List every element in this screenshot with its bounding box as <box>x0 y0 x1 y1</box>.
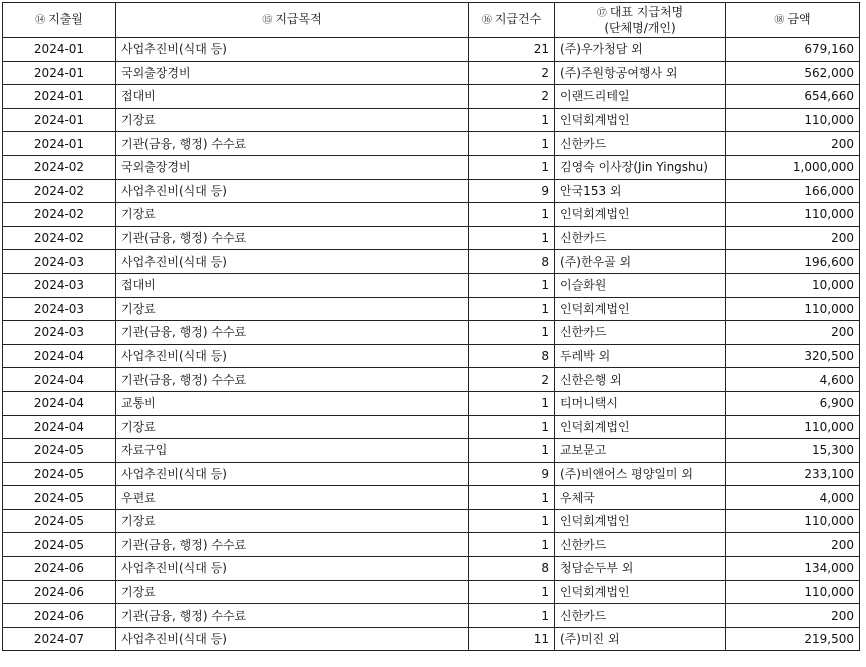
circled-number-15: ⑮ <box>262 15 273 26</box>
cell-payee: 교보문고 <box>555 439 726 463</box>
cell-purpose: 기관(금융, 행정) 수수료 <box>116 226 469 250</box>
cell-amount: 654,660 <box>726 85 860 109</box>
cell-payee: (주)비앤어스 평양일미 외 <box>555 462 726 486</box>
cell-purpose: 국외출장경비 <box>116 61 469 85</box>
cell-purpose: 기장료 <box>116 580 469 604</box>
cell-payee: (주)한우골 외 <box>555 250 726 274</box>
cell-amount: 200 <box>726 132 860 156</box>
cell-month: 2024-05 <box>3 533 116 557</box>
circled-number-17: ⑰ <box>596 8 607 19</box>
cell-month: 2024-06 <box>3 580 116 604</box>
table-row <box>3 226 860 250</box>
cell-amount: 679,160 <box>726 38 860 62</box>
cell-purpose: 기관(금융, 행정) 수수료 <box>116 321 469 345</box>
cell-purpose: 교통비 <box>116 391 469 415</box>
cell-purpose: 사업추진비(식대 등) <box>116 250 469 274</box>
cell-amount: 233,100 <box>726 462 860 486</box>
cell-count: 2 <box>469 85 555 109</box>
cell-payee: 신한은행 외 <box>555 368 726 392</box>
table-row <box>3 415 860 439</box>
table-row <box>3 61 860 85</box>
table-row <box>3 179 860 203</box>
cell-payee: 신한카드 <box>555 321 726 345</box>
cell-payee: 이슬화원 <box>555 273 726 297</box>
cell-count: 1 <box>469 108 555 132</box>
table-row <box>3 462 860 486</box>
cell-month: 2024-03 <box>3 250 116 274</box>
cell-month: 2024-06 <box>3 557 116 581</box>
cell-count: 1 <box>469 415 555 439</box>
cell-purpose: 접대비 <box>116 85 469 109</box>
table-row <box>3 627 860 651</box>
cell-month: 2024-04 <box>3 415 116 439</box>
cell-count: 1 <box>469 439 555 463</box>
header-count <box>469 3 555 38</box>
table-row <box>3 580 860 604</box>
cell-purpose: 사업추진비(식대 등) <box>116 627 469 651</box>
cell-payee: 인덕회계법인 <box>555 297 726 321</box>
cell-payee: 인덕회계법인 <box>555 509 726 533</box>
table-row <box>3 439 860 463</box>
cell-count: 1 <box>469 509 555 533</box>
cell-amount: 166,000 <box>726 179 860 203</box>
cell-count: 9 <box>469 179 555 203</box>
cell-amount: 200 <box>726 321 860 345</box>
cell-purpose: 기관(금융, 행정) 수수료 <box>116 132 469 156</box>
cell-amount: 6,900 <box>726 391 860 415</box>
table-row <box>3 297 860 321</box>
cell-purpose: 기관(금융, 행정) 수수료 <box>116 368 469 392</box>
cell-payee: 신한카드 <box>555 533 726 557</box>
table-row <box>3 368 860 392</box>
cell-payee: 인덕회계법인 <box>555 108 726 132</box>
cell-amount: 110,000 <box>726 108 860 132</box>
cell-month: 2024-01 <box>3 108 116 132</box>
table-row <box>3 250 860 274</box>
cell-count: 9 <box>469 462 555 486</box>
cell-month: 2024-01 <box>3 85 116 109</box>
cell-purpose: 우편료 <box>116 486 469 510</box>
cell-count: 11 <box>469 627 555 651</box>
table-row <box>3 273 860 297</box>
cell-month: 2024-05 <box>3 462 116 486</box>
cell-purpose: 접대비 <box>116 273 469 297</box>
cell-purpose: 기장료 <box>116 203 469 227</box>
cell-amount: 219,500 <box>726 627 860 651</box>
cell-count: 1 <box>469 155 555 179</box>
table-row <box>3 38 860 62</box>
circled-number-16: ⑯ <box>481 15 492 26</box>
cell-payee: 인덕회계법인 <box>555 415 726 439</box>
cell-purpose: 기장료 <box>116 108 469 132</box>
header-payee-label: 대표 지급처명 <box>609 5 684 19</box>
table-row <box>3 321 860 345</box>
header-payee-sublabel: (단체명/개인) <box>604 21 676 35</box>
cell-count: 1 <box>469 273 555 297</box>
cell-purpose: 기관(금융, 행정) 수수료 <box>116 604 469 628</box>
header-month-label: 지출월 <box>48 12 83 26</box>
cell-purpose: 사업추진비(식대 등) <box>116 38 469 62</box>
cell-payee: 김영숙 이사장(Jin Yingshu) <box>555 155 726 179</box>
table-row <box>3 509 860 533</box>
cell-month: 2024-07 <box>3 627 116 651</box>
table-row <box>3 604 860 628</box>
table-header <box>3 3 860 38</box>
table-row <box>3 132 860 156</box>
header-amount-label: 금액 <box>787 12 811 26</box>
cell-payee: 두레박 외 <box>555 344 726 368</box>
header-month <box>3 3 116 38</box>
table-row <box>3 108 860 132</box>
cell-month: 2024-05 <box>3 509 116 533</box>
cell-month: 2024-05 <box>3 486 116 510</box>
table-row <box>3 486 860 510</box>
cell-amount: 15,300 <box>726 439 860 463</box>
cell-month: 2024-03 <box>3 273 116 297</box>
table-body <box>3 38 860 651</box>
header-count-label: 지급건수 <box>494 12 542 26</box>
cell-purpose: 기장료 <box>116 297 469 321</box>
cell-count: 1 <box>469 533 555 557</box>
cell-count: 1 <box>469 321 555 345</box>
cell-payee: 안국153 외 <box>555 179 726 203</box>
cell-payee: 인덕회계법인 <box>555 580 726 604</box>
cell-payee: 우체국 <box>555 486 726 510</box>
cell-month: 2024-05 <box>3 439 116 463</box>
cell-amount: 196,600 <box>726 250 860 274</box>
cell-amount: 110,000 <box>726 415 860 439</box>
cell-count: 8 <box>469 250 555 274</box>
cell-payee: 청담순두부 외 <box>555 557 726 581</box>
cell-purpose: 국외출장경비 <box>116 155 469 179</box>
cell-month: 2024-04 <box>3 368 116 392</box>
cell-purpose: 사업추진비(식대 등) <box>116 344 469 368</box>
cell-month: 2024-04 <box>3 391 116 415</box>
cell-payee: 이랜드리테일 <box>555 85 726 109</box>
table-row <box>3 533 860 557</box>
cell-count: 8 <box>469 344 555 368</box>
cell-payee: 신한카드 <box>555 604 726 628</box>
table-row <box>3 85 860 109</box>
cell-amount: 10,000 <box>726 273 860 297</box>
header-purpose <box>116 3 469 38</box>
header-amount <box>726 3 860 38</box>
cell-payee: 티머니택시 <box>555 391 726 415</box>
cell-amount: 110,000 <box>726 509 860 533</box>
cell-payee: (주)우가청담 외 <box>555 38 726 62</box>
cell-amount: 4,600 <box>726 368 860 392</box>
cell-purpose: 사업추진비(식대 등) <box>116 557 469 581</box>
cell-amount: 200 <box>726 604 860 628</box>
expense-table <box>2 2 860 651</box>
cell-count: 8 <box>469 557 555 581</box>
cell-count: 1 <box>469 604 555 628</box>
cell-amount: 110,000 <box>726 580 860 604</box>
cell-count: 1 <box>469 580 555 604</box>
cell-count: 1 <box>469 203 555 227</box>
cell-month: 2024-03 <box>3 321 116 345</box>
header-purpose-label: 지급목적 <box>275 12 322 26</box>
cell-payee: (주)주원항공여행사 외 <box>555 61 726 85</box>
cell-amount: 200 <box>726 533 860 557</box>
header-payee <box>555 3 726 38</box>
cell-month: 2024-02 <box>3 179 116 203</box>
cell-purpose: 사업추진비(식대 등) <box>116 462 469 486</box>
header-row <box>3 3 860 38</box>
cell-amount: 134,000 <box>726 557 860 581</box>
cell-month: 2024-01 <box>3 61 116 85</box>
cell-amount: 200 <box>726 226 860 250</box>
table-row <box>3 391 860 415</box>
cell-count: 1 <box>469 132 555 156</box>
cell-count: 1 <box>469 391 555 415</box>
cell-payee: 신한카드 <box>555 226 726 250</box>
cell-purpose: 자료구입 <box>116 439 469 463</box>
cell-purpose: 기장료 <box>116 415 469 439</box>
cell-count: 2 <box>469 61 555 85</box>
cell-purpose: 기관(금융, 행정) 수수료 <box>116 533 469 557</box>
cell-month: 2024-04 <box>3 344 116 368</box>
table-row <box>3 203 860 227</box>
cell-amount: 562,000 <box>726 61 860 85</box>
cell-amount: 110,000 <box>726 297 860 321</box>
cell-month: 2024-01 <box>3 132 116 156</box>
cell-count: 2 <box>469 368 555 392</box>
cell-count: 1 <box>469 226 555 250</box>
cell-amount: 4,000 <box>726 486 860 510</box>
cell-month: 2024-01 <box>3 38 116 62</box>
cell-month: 2024-02 <box>3 203 116 227</box>
table-row <box>3 344 860 368</box>
circled-number-18: ⑱ <box>774 15 785 26</box>
table-row <box>3 155 860 179</box>
cell-count: 1 <box>469 486 555 510</box>
cell-amount: 1,000,000 <box>726 155 860 179</box>
cell-purpose: 기장료 <box>116 509 469 533</box>
cell-purpose: 사업추진비(식대 등) <box>116 179 469 203</box>
cell-amount: 110,000 <box>726 203 860 227</box>
circled-number-14: ⑭ <box>35 15 46 26</box>
cell-payee: 신한카드 <box>555 132 726 156</box>
cell-payee: 인덕회계법인 <box>555 203 726 227</box>
cell-amount: 320,500 <box>726 344 860 368</box>
cell-payee: (주)미진 외 <box>555 627 726 651</box>
table-row <box>3 557 860 581</box>
cell-month: 2024-03 <box>3 297 116 321</box>
cell-month: 2024-02 <box>3 155 116 179</box>
cell-month: 2024-06 <box>3 604 116 628</box>
cell-count: 1 <box>469 297 555 321</box>
cell-count: 21 <box>469 38 555 62</box>
cell-month: 2024-02 <box>3 226 116 250</box>
